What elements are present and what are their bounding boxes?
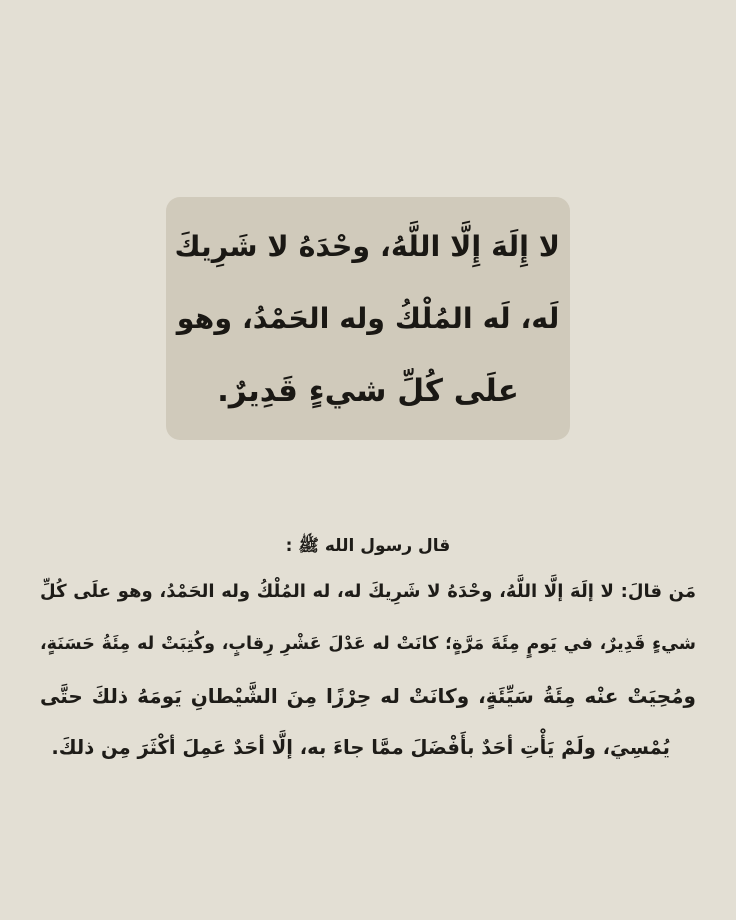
dhikr-line-2: لَه، لَه المُلْكُ وله الحَمْدُ، وهو — [176, 302, 560, 335]
hadith-line-1: مَن قالَ: لا إلَهَ إلَّا اللَّهُ، وحْدَهُ لا شَرِيكَ له، له المُلْكُ وله الحَمْدُ، وهو علَى كُلِّ — [40, 581, 696, 602]
dhikr-line-3: علَى كُلِّ شيءٍ قَدِيرٌ. — [217, 373, 519, 409]
dhikr-line-1: لا إِلَهَ إِلَّا اللَّهُ، وحْدَهُ لا شَرِيكَ — [174, 230, 560, 263]
hadith-line-4: يُمْسِيَ، ولَمْ يَأْتِ أحَدٌ بأَفْضَلَ ممَّا جاءَ به، إلَّا أحَدٌ عَمِلَ أكْثَرَ مِن ذلكَ. — [51, 736, 670, 759]
dhikr-card — [166, 197, 570, 440]
hadith-line-2: شيءٍ قَدِيرٌ، في يَومٍ مِئَةَ مَرَّةٍ؛ كانَتْ له عَدْلَ عَشْرِ رِقابٍ، وكُتِبَتْ له مِئَةُ حَسَنَةٍ، — [40, 634, 696, 654]
hadith-intro: قال رسول الله ﷺ : — [285, 536, 451, 556]
hadith-line-3: ومُحِيَتْ عنْه مِئَةُ سَيِّئَةٍ، وكانَتْ له حِرْزًا مِنَ الشَّيْطانِ يَومَهُ ذلكَ حتَّى — [40, 684, 696, 708]
hadith-block — [40, 530, 696, 774]
